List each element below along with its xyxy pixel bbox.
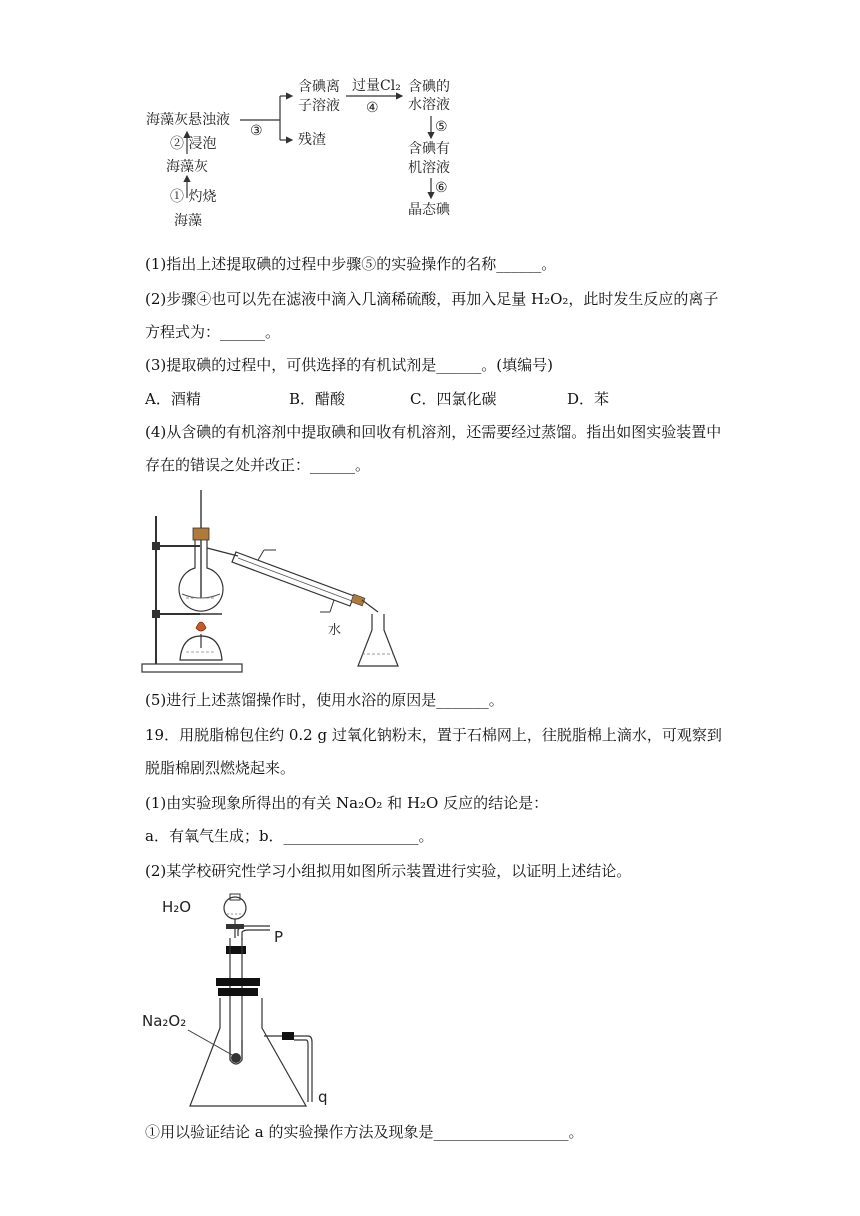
q-label: q <box>318 1088 328 1106</box>
flow-step5: ⑤ <box>435 119 448 135</box>
flow-organic-1: 含碘有 <box>408 141 450 157</box>
na2o2-label: Na₂O₂ <box>142 1012 187 1030</box>
flow-step6: ⑥ <box>435 180 448 196</box>
flow-step3: ③ <box>250 123 263 139</box>
flow-iodide-1: 含碘离 <box>298 79 340 95</box>
question-5: (5)进行上述蒸馏操作时，使用水浴的原因是_______。 <box>145 691 504 709</box>
water-label: 水 <box>328 623 342 638</box>
flow-residue: 残渣 <box>298 132 326 148</box>
question-19-line2: 脱脂棉剧烈燃烧起来。 <box>145 759 296 777</box>
flow-crystal: 晶态碘 <box>408 202 450 218</box>
flow-suspension: 海藻灰悬浊液 <box>146 112 230 128</box>
question-19-1: (1)由实验现象所得出的有关 Na₂O₂ 和 H₂O 反应的结论是： <box>145 794 549 812</box>
question-4-line1: (4)从含碘的有机溶剂中提取碘和回收有机溶剂，还需要经过蒸馏。指出如图实验装置中 <box>145 423 722 441</box>
flow-ash: 海藻灰 <box>166 159 208 175</box>
distillation-apparatus <box>140 488 430 680</box>
flow-excess-cl2: 过量Cl₂ <box>352 78 401 94</box>
flow-step1: ① 灼烧 <box>170 189 217 205</box>
flow-step4: ④ <box>366 100 379 116</box>
flow-iodide-2: 子溶液 <box>298 98 340 114</box>
question-19-line1: 19．用脱脂棉包住约 0.2 g 过氧化钠粉末，置于石棉网上，往脱脂棉上滴水，可观察到 <box>145 726 722 744</box>
option-d: D．苯 <box>567 390 610 408</box>
question-1: (1)指出上述提取碘的过程中步骤⑤的实验操作的名称______。 <box>145 255 557 273</box>
question-19-2-1: ①用以验证结论 a 的实验操作方法及现象是__________________。 <box>145 1123 584 1141</box>
flow-seaweed: 海藻 <box>174 213 202 229</box>
option-b: B．醋酸 <box>289 390 346 408</box>
question-3: (3)提取碘的过程中，可供选择的有机试剂是______。(填编号) <box>145 356 553 374</box>
flow-organic-2: 机溶液 <box>408 160 450 176</box>
question-4-line2: 存在的错误之处并改正：______。 <box>145 456 371 474</box>
extraction-flowchart <box>140 74 480 234</box>
na2o2-apparatus <box>138 890 348 1112</box>
option-c: C．四氯化碳 <box>410 390 497 408</box>
p-label: P <box>274 928 284 946</box>
flow-aqueous-1: 含碘的 <box>408 79 450 95</box>
h2o-label: H₂O <box>162 898 192 916</box>
question-19-2: (2)某学校研究性学习小组拟用如图所示装置进行实验，以证明上述结论。 <box>145 862 632 880</box>
option-a: A．酒精 <box>145 390 201 408</box>
question-2-line2: 方程式为：______。 <box>145 323 281 341</box>
question-19-1-ab: a．有氧气生成；b．__________________。 <box>145 827 434 845</box>
flow-aqueous-2: 水溶液 <box>408 97 450 113</box>
question-2-line1: (2)步骤④也可以先在滤液中滴入几滴稀硫酸，再加入足量 H₂O₂，此时发生反应的离子 <box>145 290 719 308</box>
flow-step2: ② 浸泡 <box>170 136 217 152</box>
